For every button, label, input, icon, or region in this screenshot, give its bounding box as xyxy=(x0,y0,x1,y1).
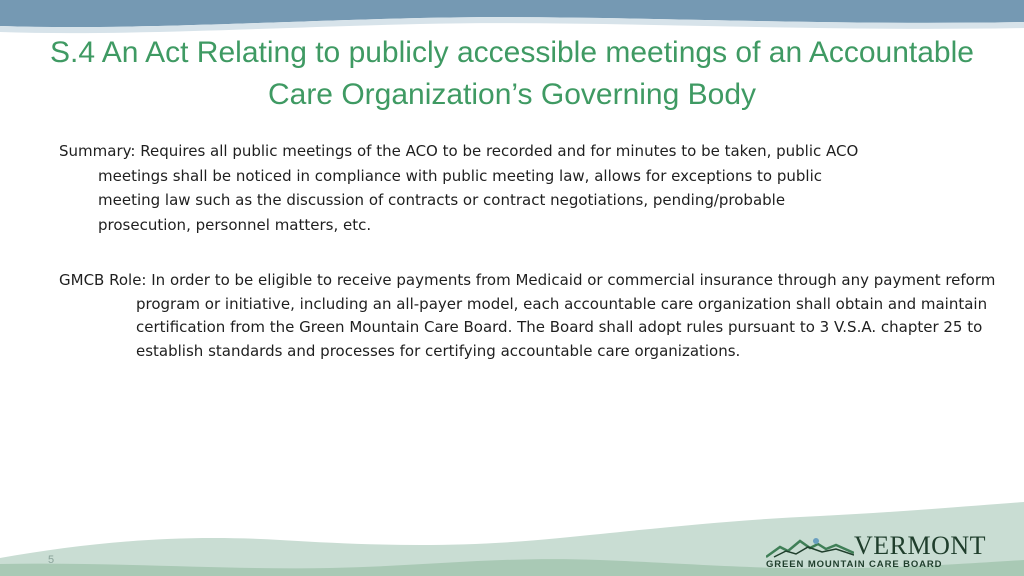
logo-wordmark: VERMONT xyxy=(854,531,987,560)
summary-paragraph: Summary: Requires all public meetings of the ACO to be recorded and for minutes to be taken, public ACO meetings shall be noticed in compliance with public meeting law, allows for exceptions to public meeting law such as the discussion of contracts or contract negotiations, pending/probable prosecution, personnel matters, etc. xyxy=(59,142,859,234)
mountain-logo-icon xyxy=(766,535,854,559)
slide-number: 5 xyxy=(48,554,55,566)
vermont-gmcb-logo xyxy=(766,533,1006,573)
gmcb-role-paragraph: GMCB Role: In order to be eligible to receive payments from Medicaid or commercial insurance through any payment reform program or initiative, including an all-payer model, each accountable care organization shall obtain and maintain certification from the Green Mountain Care Board. The Board shall adopt rules pursuant to 3 V.S.A. chapter 25 to establish standards and processes for certifying accountable care organizations. xyxy=(59,271,996,360)
slide-title: S.4 An Act Relating to publicly accessible meetings of an Accountable Care Organization’s Governing Body xyxy=(50,36,974,111)
logo-subtitle: GREEN MOUNTAIN CARE BOARD xyxy=(766,559,943,570)
